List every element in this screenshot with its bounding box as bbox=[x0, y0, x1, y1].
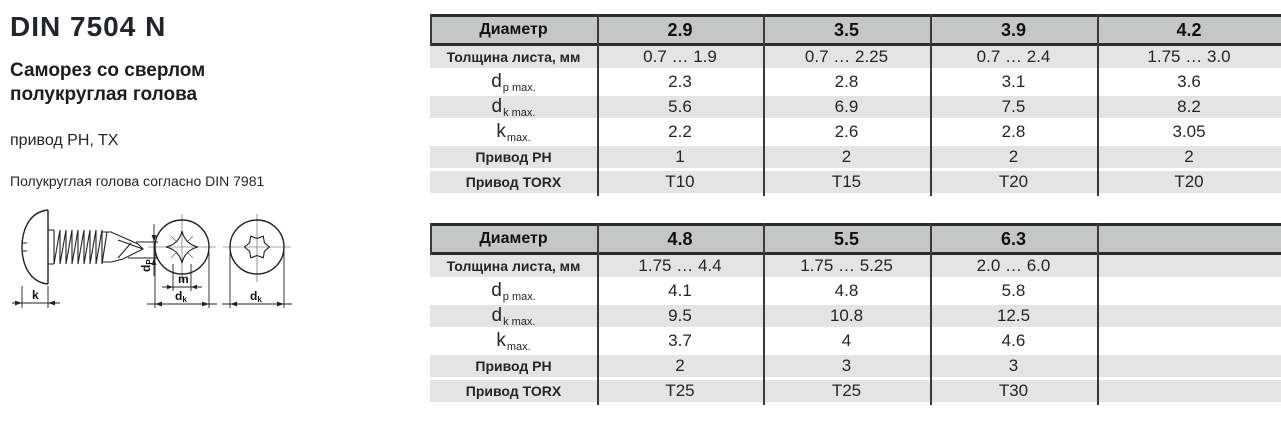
value-cell: T20 bbox=[1174, 172, 1204, 191]
table-row bbox=[430, 71, 1281, 96]
value-cell: T10 bbox=[665, 172, 695, 191]
row-label bbox=[430, 305, 597, 328]
value-cell: 3.6 bbox=[1177, 72, 1201, 91]
standard-note: Полукруглая голова согласно DIN 7981 bbox=[10, 173, 265, 189]
value-cell: 10.8 bbox=[829, 306, 864, 325]
value-cell: 5.6 bbox=[668, 97, 692, 116]
header-diameter-value: 6.3 bbox=[1000, 228, 1027, 249]
value-cell: T30 bbox=[998, 381, 1029, 400]
column-divider bbox=[597, 14, 599, 196]
value-cell: 1.75 … 4.4 bbox=[638, 256, 722, 275]
header-diameter-value: 4.8 bbox=[667, 228, 693, 249]
value-cell: 2 bbox=[1008, 147, 1019, 166]
row-label-subscript: max. bbox=[506, 131, 531, 144]
table-row bbox=[430, 280, 1281, 305]
column-divider bbox=[597, 223, 599, 405]
value-cell: 4.1 bbox=[668, 281, 692, 300]
header-diameter-value: 4.2 bbox=[1176, 19, 1202, 40]
value-cell: 2.8 bbox=[1001, 122, 1026, 141]
ph-recess-view bbox=[147, 214, 217, 308]
row-label bbox=[430, 330, 597, 353]
value-cell: 4 bbox=[841, 331, 852, 350]
table-row bbox=[430, 96, 1281, 121]
row-label-subscript: p max. bbox=[502, 81, 536, 94]
table-row bbox=[430, 146, 1281, 171]
table-header-row bbox=[430, 14, 1281, 46]
column-divider bbox=[930, 14, 932, 196]
screw-technical-drawing bbox=[10, 202, 310, 320]
row-label: Привод TORX bbox=[465, 383, 562, 399]
table-row bbox=[430, 355, 1281, 380]
table-row bbox=[430, 255, 1281, 280]
row-label: Привод PH bbox=[475, 149, 552, 165]
row-label: Толщина листа, мм bbox=[446, 49, 581, 65]
value-cell: 1.75 … 3.0 bbox=[1147, 47, 1231, 66]
row-label: Привод TORX bbox=[465, 174, 562, 190]
page-title: DIN 7504 N bbox=[10, 11, 167, 42]
value-cell: 2 bbox=[1184, 147, 1194, 166]
value-cell: 2.0 … 6.0 bbox=[976, 256, 1051, 275]
header-label: Диаметр bbox=[479, 230, 548, 247]
dim-label-dk-ph: dk bbox=[175, 289, 187, 304]
value-cell: T15 bbox=[831, 172, 862, 191]
row-label-subscript: max. bbox=[506, 340, 531, 353]
row-label-symbol: d bbox=[491, 279, 502, 301]
column-divider bbox=[1097, 223, 1099, 405]
row-label-subscript: k max. bbox=[503, 315, 536, 328]
table-left-border bbox=[430, 14, 432, 46]
column-divider bbox=[763, 14, 765, 196]
row-label-subscript: p max. bbox=[502, 290, 536, 303]
value-cell: T25 bbox=[665, 381, 695, 400]
column-divider bbox=[930, 223, 932, 405]
table-row bbox=[430, 121, 1281, 146]
value-cell: T20 bbox=[998, 172, 1029, 191]
product-subtitle bbox=[10, 59, 415, 107]
header-diameter-value: 5.5 bbox=[833, 228, 860, 249]
value-cell: 1.75 … 5.25 bbox=[800, 256, 893, 275]
value-cell: 2.6 bbox=[834, 122, 859, 141]
value-cell: 3 bbox=[1008, 356, 1019, 375]
table-row bbox=[430, 46, 1281, 71]
value-cell: 3.1 bbox=[1001, 72, 1026, 91]
row-label bbox=[430, 96, 597, 119]
value-cell: 5.8 bbox=[1001, 281, 1026, 300]
row-label: Привод PH bbox=[475, 358, 552, 374]
value-cell: 0.7 … 2.25 bbox=[804, 47, 889, 66]
header-diameter-value: 3.5 bbox=[833, 19, 860, 40]
value-cell: 7.5 bbox=[1001, 97, 1026, 116]
subtitle-line-2: полукруглая голова bbox=[10, 84, 198, 105]
dim-label-dp: dP bbox=[139, 259, 154, 272]
row-label-symbol: d bbox=[491, 304, 503, 326]
value-cell: 0.7 … 1.9 bbox=[643, 47, 717, 66]
table-left-border bbox=[430, 223, 432, 255]
header-label: Диаметр bbox=[479, 21, 548, 38]
dim-label-m: m bbox=[178, 272, 189, 286]
table-row bbox=[430, 305, 1281, 330]
row-label-symbol: k bbox=[496, 120, 506, 142]
table-header-row bbox=[430, 223, 1281, 255]
spec-tables bbox=[430, 14, 1281, 405]
value-cell: 2 bbox=[675, 356, 685, 375]
value-cell: 2.2 bbox=[668, 122, 692, 141]
table-row bbox=[430, 171, 1281, 196]
table-row bbox=[430, 330, 1281, 355]
row-label-symbol: d bbox=[491, 70, 502, 92]
value-cell: 4.8 bbox=[834, 281, 859, 300]
header-diameter-value: 2.9 bbox=[667, 19, 693, 40]
spec-table-large-diameters bbox=[430, 223, 1281, 405]
row-label bbox=[430, 71, 597, 94]
dim-label-dk-torx: dk bbox=[250, 289, 262, 304]
column-divider bbox=[1097, 14, 1099, 196]
value-cell: 12.5 bbox=[996, 306, 1031, 325]
value-cell: T25 bbox=[831, 381, 862, 400]
torx-recess-view bbox=[222, 214, 292, 308]
value-cell: 2 bbox=[841, 147, 852, 166]
screw-side-view bbox=[12, 210, 158, 308]
product-info-panel bbox=[10, 10, 415, 320]
value-cell: 3.7 bbox=[668, 331, 692, 350]
row-label bbox=[430, 121, 597, 144]
value-cell: 8.2 bbox=[1177, 97, 1201, 116]
value-cell: 2.8 bbox=[834, 72, 859, 91]
screw-drawing-svg bbox=[10, 202, 306, 320]
value-cell: 3 bbox=[841, 356, 852, 375]
value-cell: 2.3 bbox=[668, 72, 692, 91]
row-label-symbol: k bbox=[496, 329, 506, 351]
value-cell: 4.6 bbox=[1001, 331, 1026, 350]
spec-table-small-diameters bbox=[430, 14, 1281, 196]
subtitle-line-1: Саморез со сверлом bbox=[10, 60, 206, 81]
value-cell: 6.9 bbox=[834, 97, 859, 116]
row-label bbox=[430, 280, 597, 303]
row-label: Толщина листа, мм bbox=[446, 258, 581, 274]
value-cell: 9.5 bbox=[668, 306, 692, 325]
row-label-symbol: d bbox=[491, 95, 503, 117]
header-diameter-value: 3.9 bbox=[1000, 19, 1027, 40]
value-cell: 3.05 bbox=[1172, 122, 1206, 141]
value-cell: 1 bbox=[675, 147, 685, 166]
table-row bbox=[430, 380, 1281, 405]
dim-label-k: k bbox=[32, 288, 39, 302]
drive-note: привод PH, TX bbox=[10, 132, 119, 149]
row-label-subscript: k max. bbox=[503, 106, 536, 119]
value-cell: 0.7 … 2.4 bbox=[976, 47, 1051, 66]
column-divider bbox=[763, 223, 765, 405]
